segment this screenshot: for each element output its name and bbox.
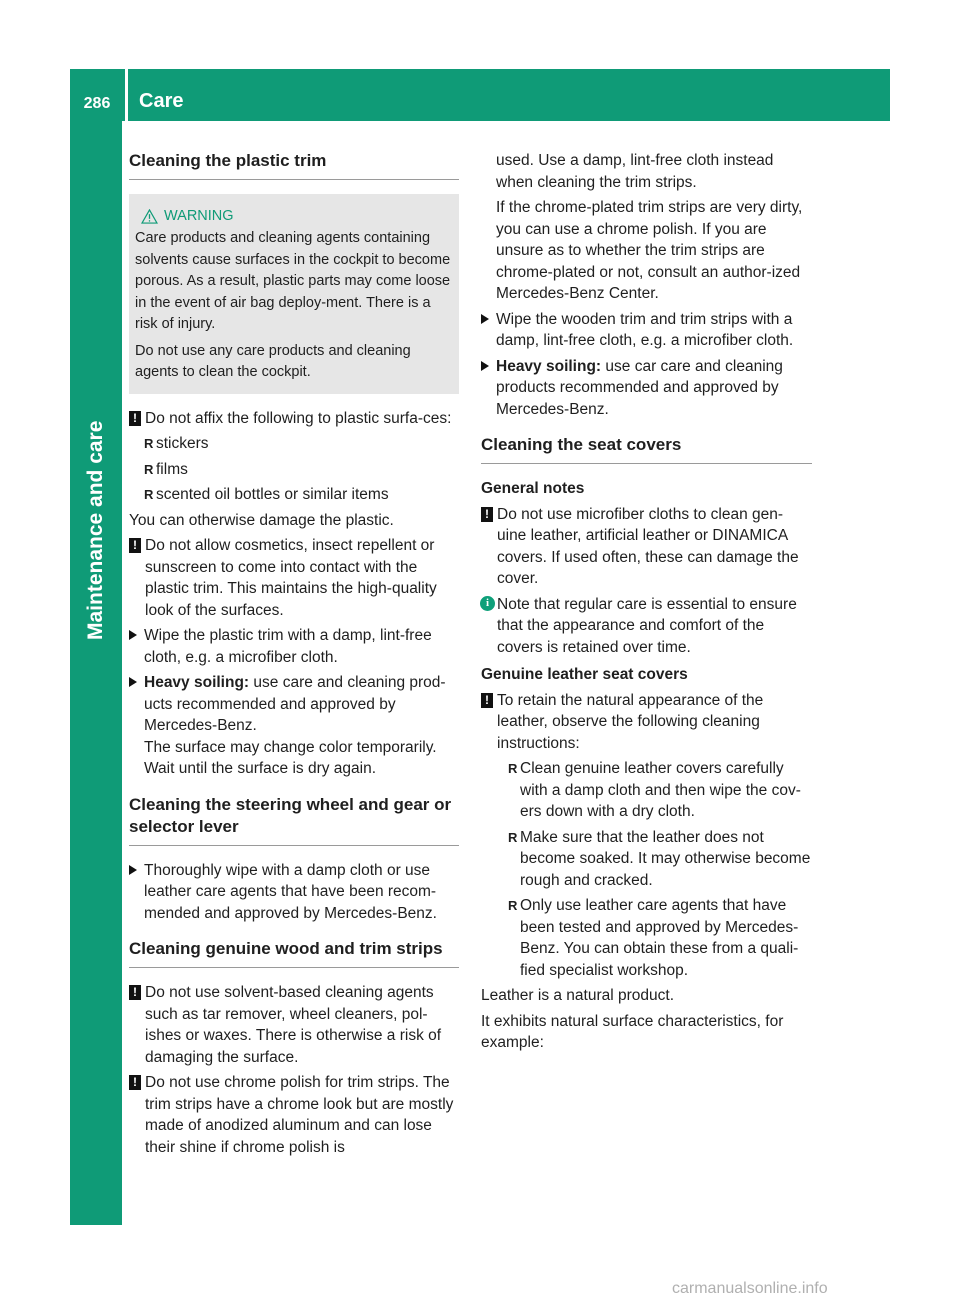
exclamation-icon: !: [129, 538, 141, 553]
note-item: [481, 690, 812, 755]
right-column: [481, 150, 812, 1058]
list-item: R films: [144, 459, 459, 481]
note-text: Do not use solvent-based cleaning agents such as tar remover, wheel cleaners, pol-ishes or waxes. There is otherwise a risk of damaging the surface.: [145, 984, 442, 1066]
list-item: Heavy soiling: use car care and cleaning products recommended and approved by Mercedes-Benz.: [481, 356, 812, 421]
exclamation-icon: !: [129, 411, 141, 426]
exclamation-icon: !: [129, 1075, 141, 1090]
bullet-list: [144, 433, 459, 506]
warning-label: WARNING: [164, 208, 234, 224]
warning-text: Do not use any care products and cleaning agents to clean the cockpit.: [135, 342, 411, 380]
exclamation-icon: !: [481, 507, 493, 522]
note-item: [129, 982, 459, 1068]
note-text: To retain the natural appearance of the leather, observe the following cleaning instructions:: [497, 691, 764, 752]
note-text: Do not allow cosmetics, insect repellent or sunscreen to come into contact with the plastic trim. This maintains the high-quality look of the surfaces.: [145, 537, 437, 619]
list-item: Wipe the plastic trim with a damp, lint-free cloth, e.g. a microfiber cloth.: [129, 625, 459, 668]
list-item: R Make sure that the leather does not become soaked. It may otherwise become rough and cracked.: [508, 828, 811, 889]
bullet-r-icon: R: [508, 898, 518, 913]
heading-wood-trim: Cleaning genuine wood and trim strips: [129, 938, 459, 968]
subheading-general-notes: General notes: [481, 480, 585, 497]
warning-box: [129, 194, 459, 394]
left-column: [129, 150, 459, 1162]
body-text: used. Use a damp, lint-free cloth instead when cleaning the trim strips.: [496, 152, 774, 191]
step-list: [129, 860, 459, 925]
list-item: Heavy soiling: use care and cleaning prod-ucts recommended and approved by Mercedes-Benz. The surface may change color temporarily. Wait until the surface is dry again.: [129, 672, 459, 780]
warning-header: [135, 206, 453, 226]
body-text: You can otherwise damage the plastic.: [129, 511, 394, 529]
exclamation-icon: !: [481, 693, 493, 708]
note-text: Do not use chrome polish for trim strips. The trim strips have a chrome look but are mostly made of anodized aluminum and can lose their shine if chrome polish is: [145, 1074, 454, 1156]
body-text: If the chrome-plated trim strips are very dirty, you can use a chrome polish. If you are unsure as to whether the trim strips are chrome-plated or not, consult an author-ized Mercedes-Benz Center.: [496, 199, 803, 302]
exclamation-icon: !: [129, 985, 141, 1000]
note-item: [481, 504, 812, 590]
heading-steering-wheel: Cleaning the steering wheel and gear or selector lever: [129, 794, 459, 846]
warning-triangle-icon: [141, 209, 158, 224]
note-item: [129, 535, 459, 621]
heading-seat-covers: Cleaning the seat covers: [481, 434, 812, 464]
header-bar: [70, 69, 890, 121]
list-item: R Clean genuine leather covers carefully with a damp cloth and then wipe the cov-ers down with a dry cloth.: [508, 760, 801, 820]
list-item: R Only use leather care agents that have been tested and approved by Mercedes-Benz. You can obtain these from a quali-fied specialist workshop.: [508, 897, 799, 979]
info-text: Note that regular care is essential to ensure that the appearance and comfort of the covers is retained over time.: [497, 595, 797, 656]
bullet-r-icon: R: [144, 461, 154, 477]
bullet-list: [508, 758, 812, 981]
info-icon: i: [480, 596, 495, 611]
bullet-r-icon: R: [508, 761, 518, 776]
body-text: Leather is a natural product.: [481, 987, 675, 1004]
bullet-r-icon: R: [508, 829, 518, 845]
list-item: Thoroughly wipe with a damp cloth or use leather care agents that have been recom-mended and approved by Mercedes-Benz.: [129, 860, 459, 925]
page-title: Care: [139, 90, 184, 112]
list-item: R scented oil bottles or similar items: [144, 484, 459, 506]
arrow-right-icon: [481, 361, 489, 371]
note-text: Do not use microfiber cloths to clean gen-uine leather, artificial leather or DINAMICA covers. If used often, these can damage the cover.: [497, 505, 799, 587]
step-list: [129, 625, 459, 780]
watermark-text: carmanualsonline.info: [672, 1280, 828, 1297]
note-item: [129, 1072, 459, 1158]
note-item: [129, 408, 459, 430]
arrow-right-icon: [129, 865, 137, 875]
header-separator: [125, 69, 128, 121]
arrow-right-icon: [481, 314, 489, 324]
step-list: [481, 309, 812, 421]
body-text: It exhibits natural surface characteristics, for example:: [481, 1012, 784, 1051]
arrow-right-icon: [129, 677, 137, 687]
heading-plastic-trim: Cleaning the plastic trim: [129, 150, 459, 180]
side-section-title: Maintenance and care: [84, 420, 107, 640]
bullet-r-icon: R: [144, 436, 154, 451]
note-text: Do not affix the following to plastic surfa-ces:: [145, 409, 452, 427]
bullet-r-icon: R: [144, 487, 154, 502]
list-item: Wipe the wooden trim and trim strips with a damp, lint-free cloth, e.g. a microfiber cloth.: [481, 309, 812, 352]
subheading-leather-covers: Genuine leather seat covers: [481, 666, 688, 683]
side-tab-marker: [70, 1170, 122, 1225]
info-item: [481, 594, 812, 659]
list-item: R stickers: [144, 433, 459, 455]
warning-text: Care products and cleaning agents containing solvents cause surfaces in the cockpit to become porous. As a result, plastic parts may come loose in the event of air bag deploy-ment. There is a risk of injury.: [135, 230, 451, 332]
arrow-right-icon: [129, 630, 137, 640]
page-number: 286: [83, 95, 111, 112]
